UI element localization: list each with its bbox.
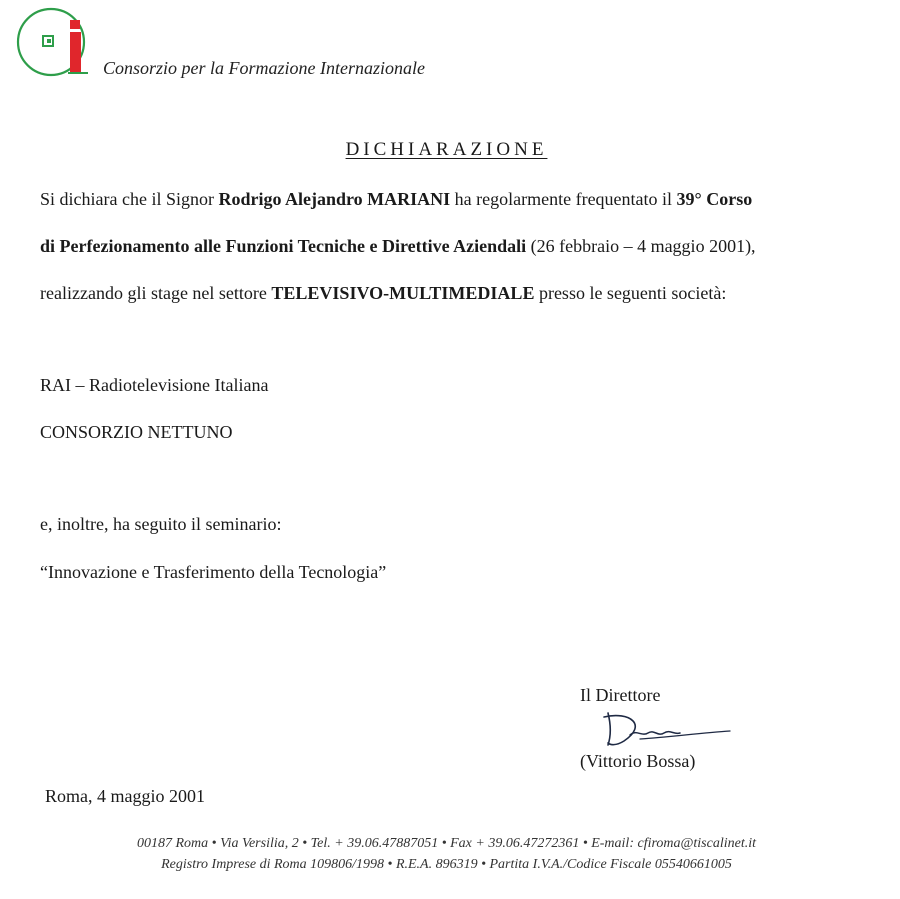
course-dates: (26 febbraio – 4 maggio 2001),	[526, 236, 756, 256]
student-name: Rodrigo Alejandro MARIANI	[218, 189, 451, 209]
seminar-title: “Innovazione e Trasferimento della Tecnologia”	[40, 562, 387, 582]
course-title: di Perfezionamento alle Funzioni Tecniche e Direttive Aziendali	[40, 236, 527, 256]
director-name: (Vittorio Bossa)	[580, 751, 696, 771]
organization-name: Consorzio per la Formazione Internazionale	[103, 58, 425, 78]
footer-address: 00187 Roma • Via Versilia, 2 • Tel. + 39.06.47887051 • Fax + 39.06.47272361 • E-mail: cfiroma@tiscalinet.it	[137, 836, 756, 851]
document-heading: DICHIARAZIONE	[345, 139, 548, 160]
footer-registry: Registro Imprese di Roma 109806/1998 • R.E.A. 896319 • Partita I.V.A./Codice Fiscale 05540661005	[161, 857, 732, 872]
companies-intro: presso le seguenti società:	[534, 283, 727, 303]
body-line-2	[40, 236, 756, 257]
seminar-intro: e, inoltre, ha seguito il seminario:	[40, 514, 282, 534]
company-item: CONSORZIO NETTUNO	[40, 422, 233, 442]
sector-name: TELEVISIVO-MULTIMEDIALE	[271, 283, 535, 303]
signature-icon	[600, 707, 735, 751]
attendance-text: ha regolarmente frequentato il	[450, 189, 677, 209]
intro-text: Si dichiara che il Signor	[40, 189, 219, 209]
course-number: 39° Corso	[676, 189, 753, 209]
body-line-3	[40, 283, 726, 304]
cfi-logo-icon	[14, 6, 92, 78]
stage-text: realizzando gli stage nel settore	[40, 283, 272, 303]
body-line-1	[40, 189, 752, 210]
company-item: RAI – Radiotelevisione Italiana	[40, 375, 269, 395]
place-and-date: Roma, 4 maggio 2001	[45, 786, 205, 806]
director-title: Il Direttore	[580, 685, 661, 705]
